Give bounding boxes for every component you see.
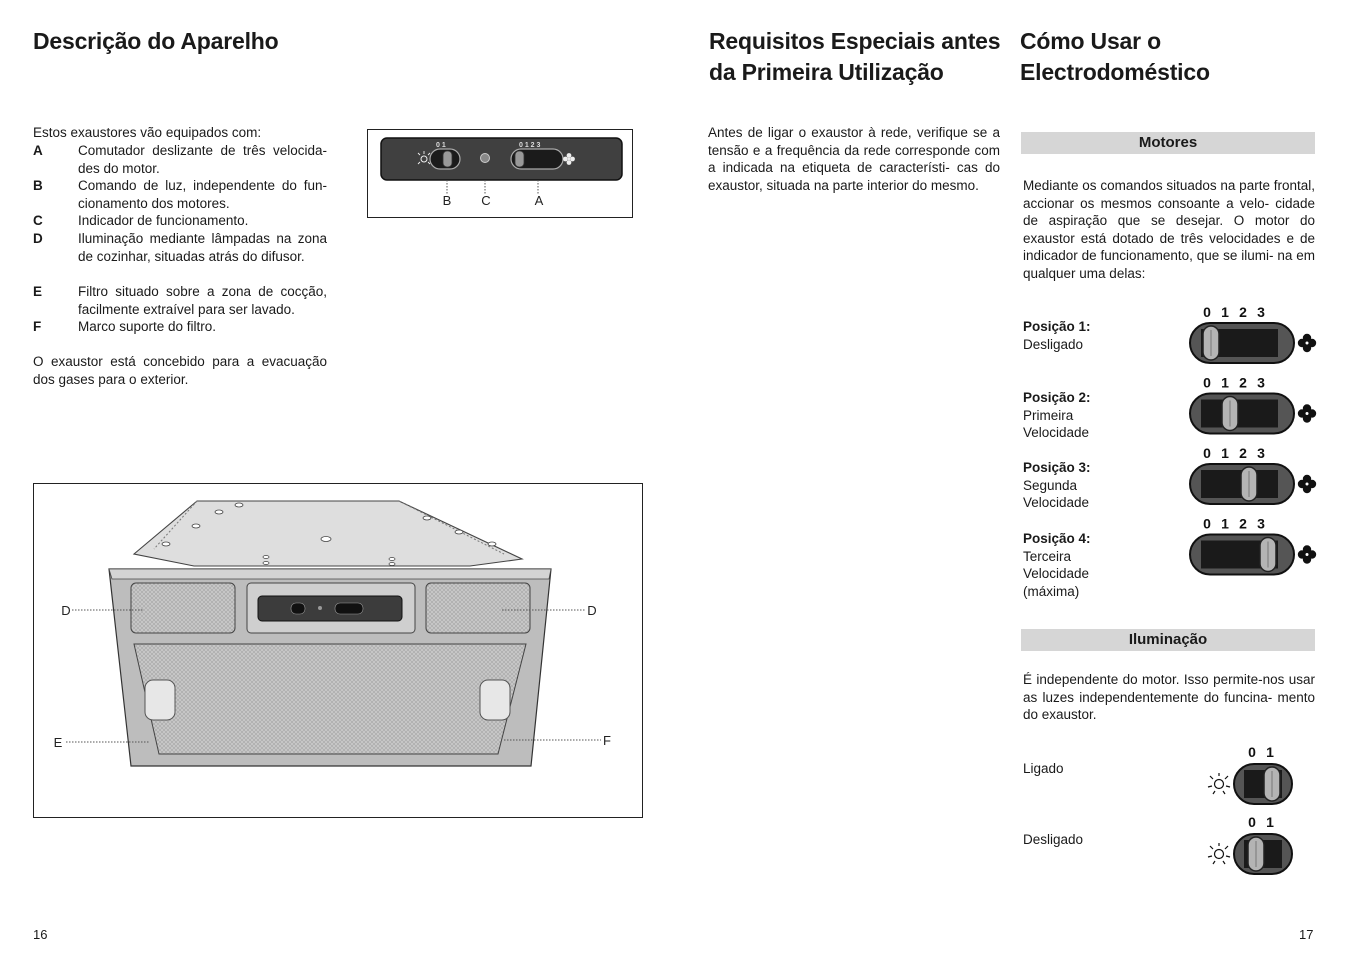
speed-tick-label: 3 [1257,515,1265,532]
fan-icon [1298,545,1316,563]
light-switch-on [1208,744,1292,804]
hood-label-d-left: D [61,603,71,618]
position-2-label [1023,389,1091,442]
motor-switch-3 [1190,445,1316,504]
speed-tick-label: 0 [1203,304,1211,320]
position-1-label [1023,318,1091,353]
motores-heading: Motores [1021,132,1315,154]
title-line: da Primeira Utilização [709,59,944,85]
definition-key: C [33,213,43,228]
position-4-label [1023,530,1091,600]
hood-label-f: F [603,733,611,748]
bulb-icon [1208,843,1230,864]
light-tick-label: 1 [1266,744,1274,760]
motor-switch-1 [1190,304,1316,363]
iluminacao-text: É independente do motor. Isso permite-nos usar as luzes independentemente do funcina- mento do exaustor. [1023,672,1315,723]
definition-text: Comutador deslizante de três velocida- des do motor. [78,143,327,176]
light-tick-label: 1 [1266,814,1274,830]
light-tick-label: 0 [1248,744,1256,760]
definition-key: B [33,178,43,193]
light-tick-label: 0 [1248,814,1256,830]
speed-tick-label: 3 [1257,304,1265,320]
position-desc: Primeira [1023,407,1074,423]
definition-f [33,318,327,336]
definition-text: Marco suporte do filtro. [78,319,217,334]
panel-label-c: C [481,193,491,208]
position-desc: (máxima) [1023,583,1080,599]
fan-icon [1298,475,1316,493]
definition-text: Iluminação mediante lâmpadas na zona de cozinhar, situadas atrás do difusor. [78,231,327,264]
position-title: Posição 1: [1023,319,1091,334]
position-desc: Velocidade [1023,566,1090,582]
position-desc: Segunda [1023,477,1078,493]
position-3-label [1023,459,1091,512]
speed-tick-label: 2 [1239,374,1247,391]
motor-scale-label: 0 1 2 3 [519,142,541,149]
requisitos-text: Antes de ligar o exaustor à rede, verifique se a tensão e a frequência da rede corresponde com a indicada na etiqueta de característi- cas do exaustor, situada na parte interior do mesmo. [708,125,1000,193]
motor-switch-4 [1190,516,1316,575]
fan-icon [1298,404,1316,422]
speed-tick-label: 0 [1203,515,1211,532]
title-line: Electrodoméstico [1020,59,1210,85]
definition-e [33,283,327,318]
speed-tick-label: 1 [1221,304,1229,320]
iluminacao-heading: Iluminação [1021,629,1315,651]
bulb-icon [1208,773,1230,794]
definition-d [33,230,327,265]
motor-switch-2 [1190,375,1316,434]
intro-text: Estos exaustores vão equipados com: [33,125,262,140]
definition-b [33,177,327,212]
panel-label-b: B [442,193,452,208]
panel-label-a: A [534,193,544,208]
definition-a [33,142,327,177]
hood-figure [33,483,643,818]
control-panel-drawing [368,130,632,217]
position-title: Posição 4: [1023,531,1091,546]
speed-tick-label: 1 [1221,445,1229,461]
definition-text: Indicador de funcionamento. [78,213,249,228]
indicator-lamp [481,154,490,163]
definition-key: E [33,284,43,299]
page-title-requisitos [709,26,1000,88]
position-title: Posição 2: [1023,390,1091,405]
page-title-como-usar [1020,26,1210,88]
definition-key: A [33,143,43,158]
position-desc: Terceira [1023,548,1072,564]
speed-tick-label: 1 [1221,374,1229,391]
position-desc: Desligado [1023,336,1084,352]
speed-tick-label: 3 [1257,445,1265,461]
page-number-left: 16 [33,927,48,942]
hood-drawing [34,484,642,817]
control-panel-figure [367,129,633,218]
page-title-descricao: Descrição do Aparelho [33,28,279,54]
speed-tick-label: 0 [1203,374,1211,391]
title-line: Cómo Usar o [1020,28,1161,54]
definition-text: Comando de luz, independente do fun- cionamento dos motores. [78,178,327,211]
speed-tick-label: 0 [1203,445,1211,461]
hood-label-e: E [53,735,63,750]
title-line: Requisitos Especiais antes [709,28,1001,54]
light-state-on-label: Ligado [1023,761,1064,776]
speed-tick-label: 1 [1221,515,1229,532]
light-state-off-label: Desligado [1023,832,1084,847]
hood-label-d-right: D [587,603,597,618]
page-number-right: 17 [1299,927,1314,942]
light-switch-off [1208,814,1292,874]
light-scale-label: 0 1 [436,142,446,149]
definition-text: Filtro situado sobre a zona de cocção, facilmente extraível para ser lavado. [78,284,327,317]
motores-text: Mediante os comandos situados na parte frontal, accionar os mesmos consoante a velo- cidade de aspiração que se desejar. O motor do exaustor está dotado de três velocidades e de indicador de funcionamento, que se ilumi- na em qualquer uma delas: [1023,178,1315,281]
position-desc: Velocidade [1023,495,1090,511]
definition-key: D [33,231,43,246]
speed-tick-label: 2 [1239,515,1247,532]
speed-tick-label: 2 [1239,445,1247,461]
definition-c [33,212,327,230]
definition-key: F [33,319,42,334]
outro-text: O exaustor está concebido para a evacuação dos gases para o exterior. [33,354,327,387]
speed-tick-label: 2 [1239,304,1247,320]
position-desc: Velocidade [1023,425,1090,441]
position-title: Posição 3: [1023,460,1091,475]
light-switch-diagrams [1200,740,1310,885]
fan-icon [1298,334,1316,352]
motor-switch-diagrams [1180,300,1320,590]
speed-tick-label: 3 [1257,374,1265,391]
